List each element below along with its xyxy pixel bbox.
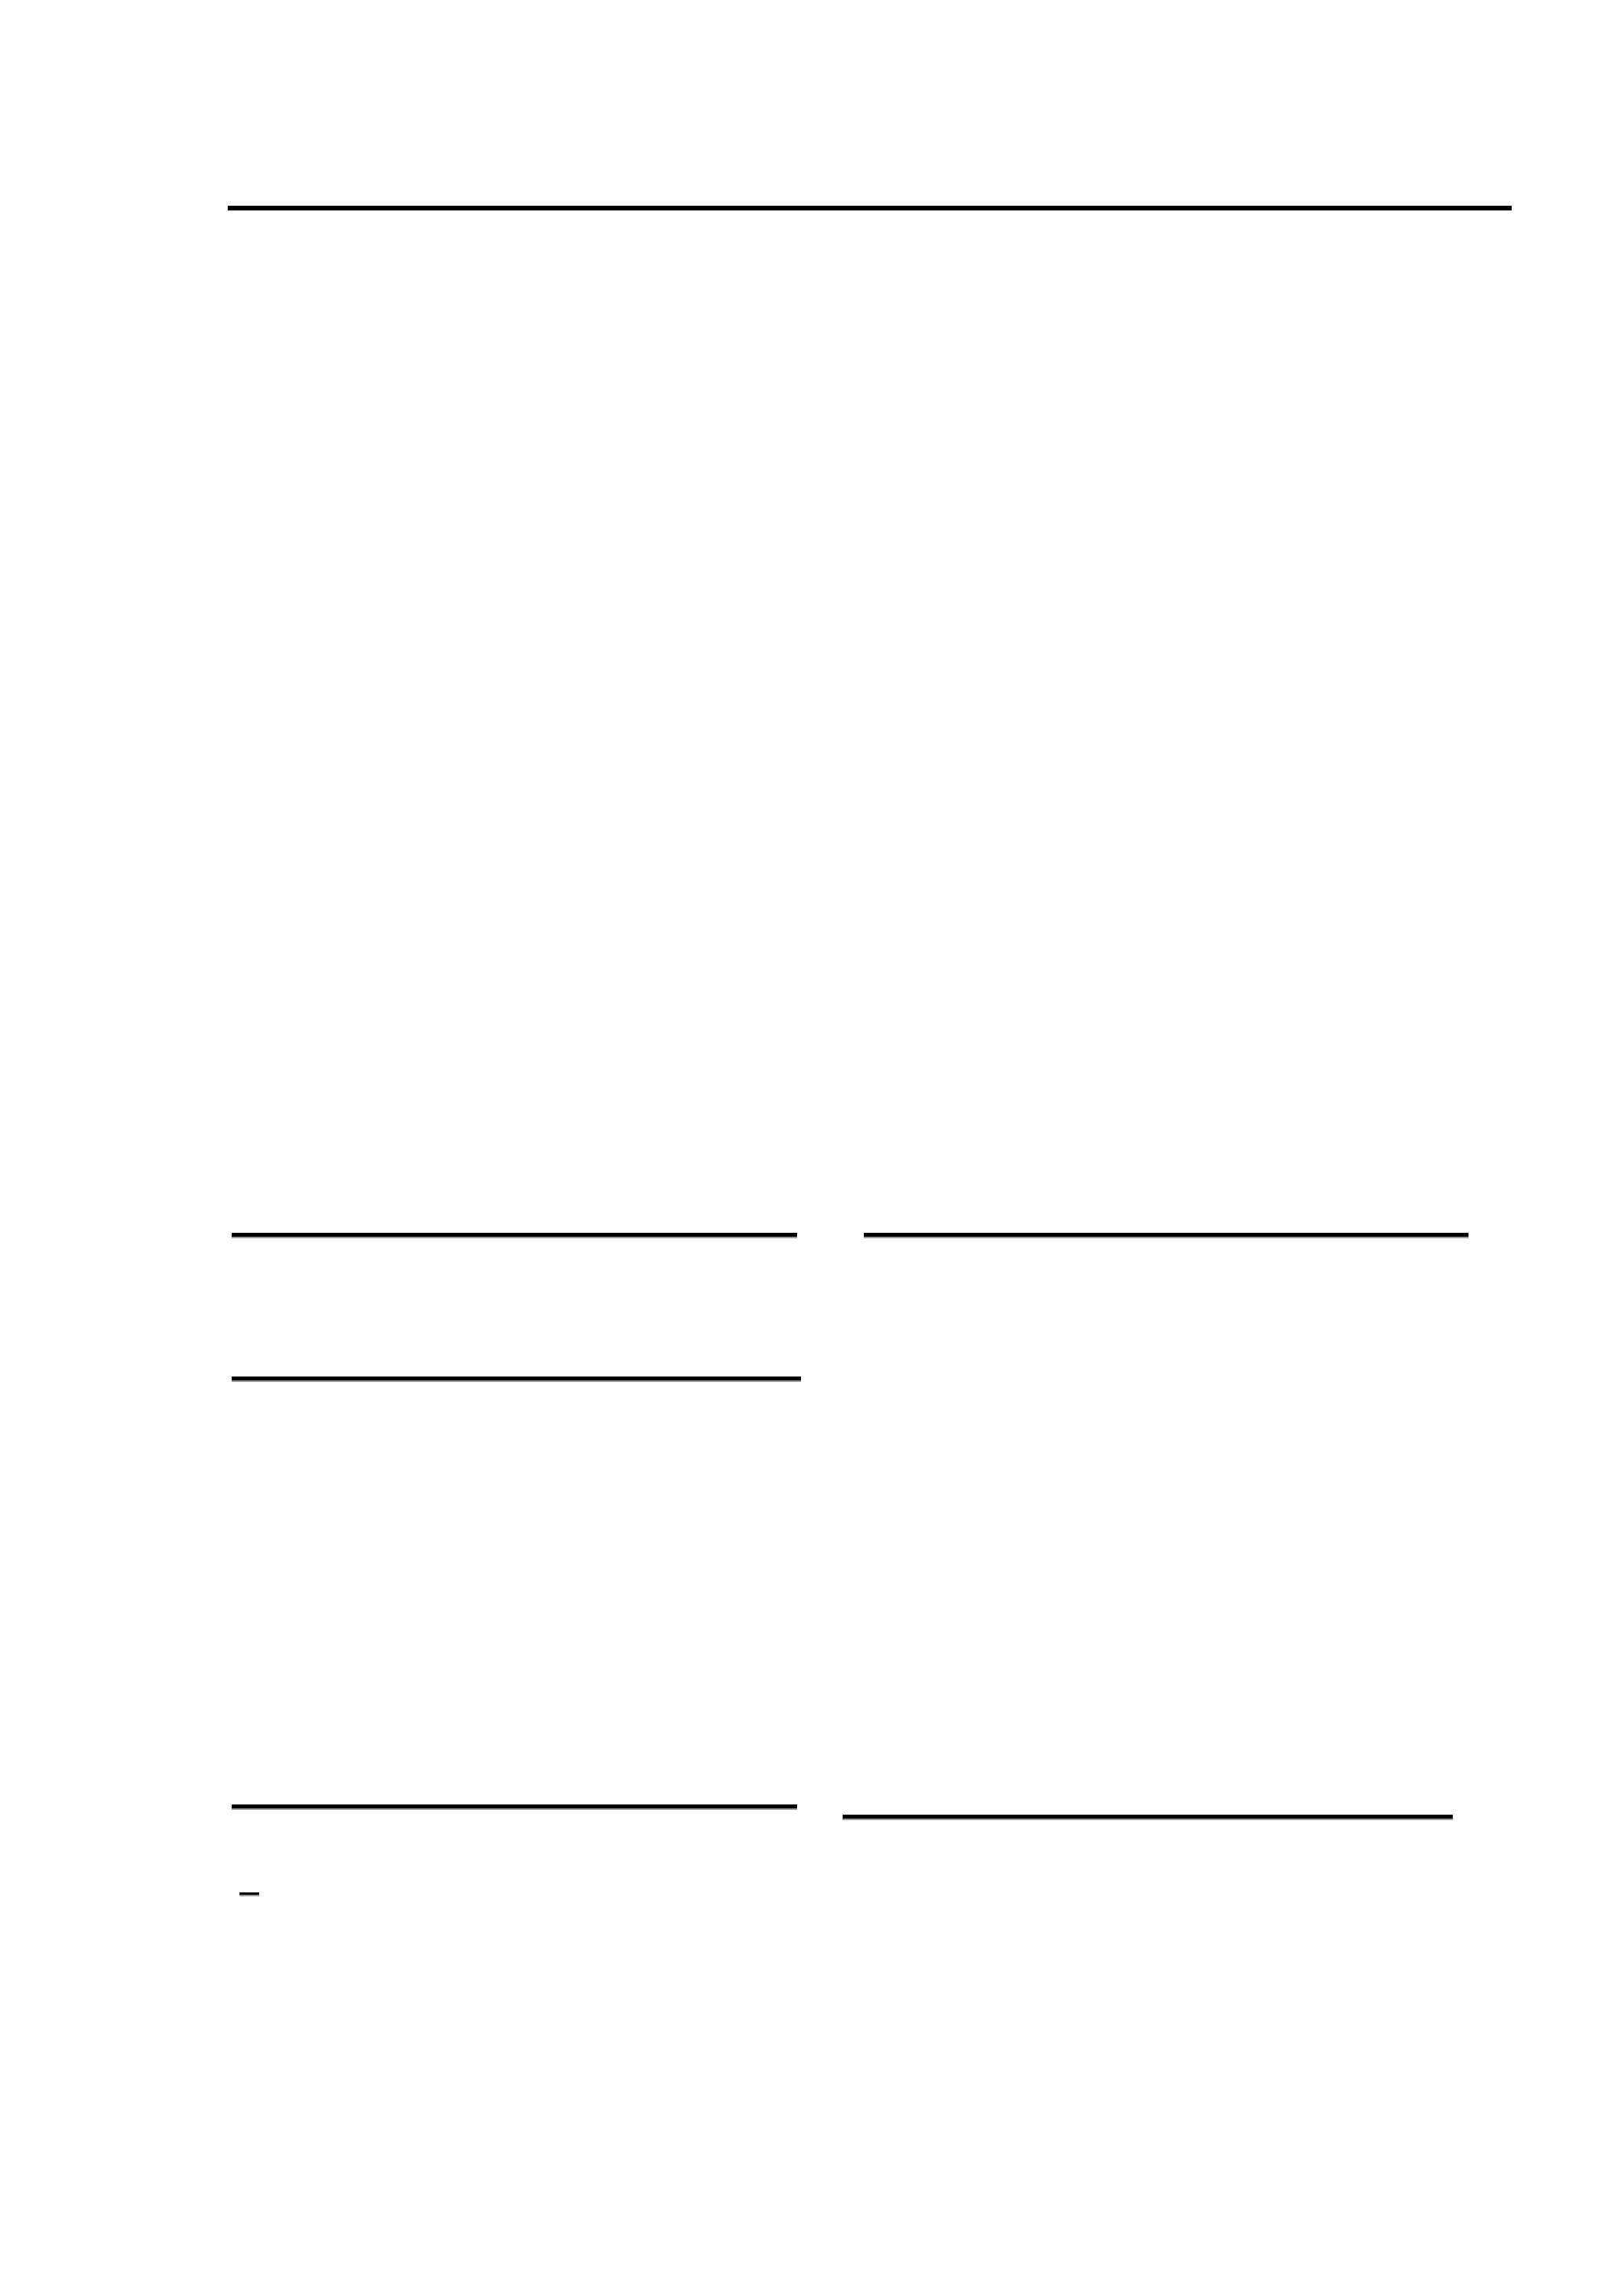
day-blank[interactable] [240, 1892, 259, 1896]
head-signature-line[interactable] [232, 1804, 797, 1810]
supervisor-signature-line[interactable] [232, 1233, 797, 1238]
student-signature-line[interactable] [864, 1233, 1469, 1238]
chair-signature-line[interactable] [843, 1815, 1453, 1820]
admission-signature-line[interactable] [232, 1377, 801, 1382]
header-rule [228, 206, 1512, 210]
